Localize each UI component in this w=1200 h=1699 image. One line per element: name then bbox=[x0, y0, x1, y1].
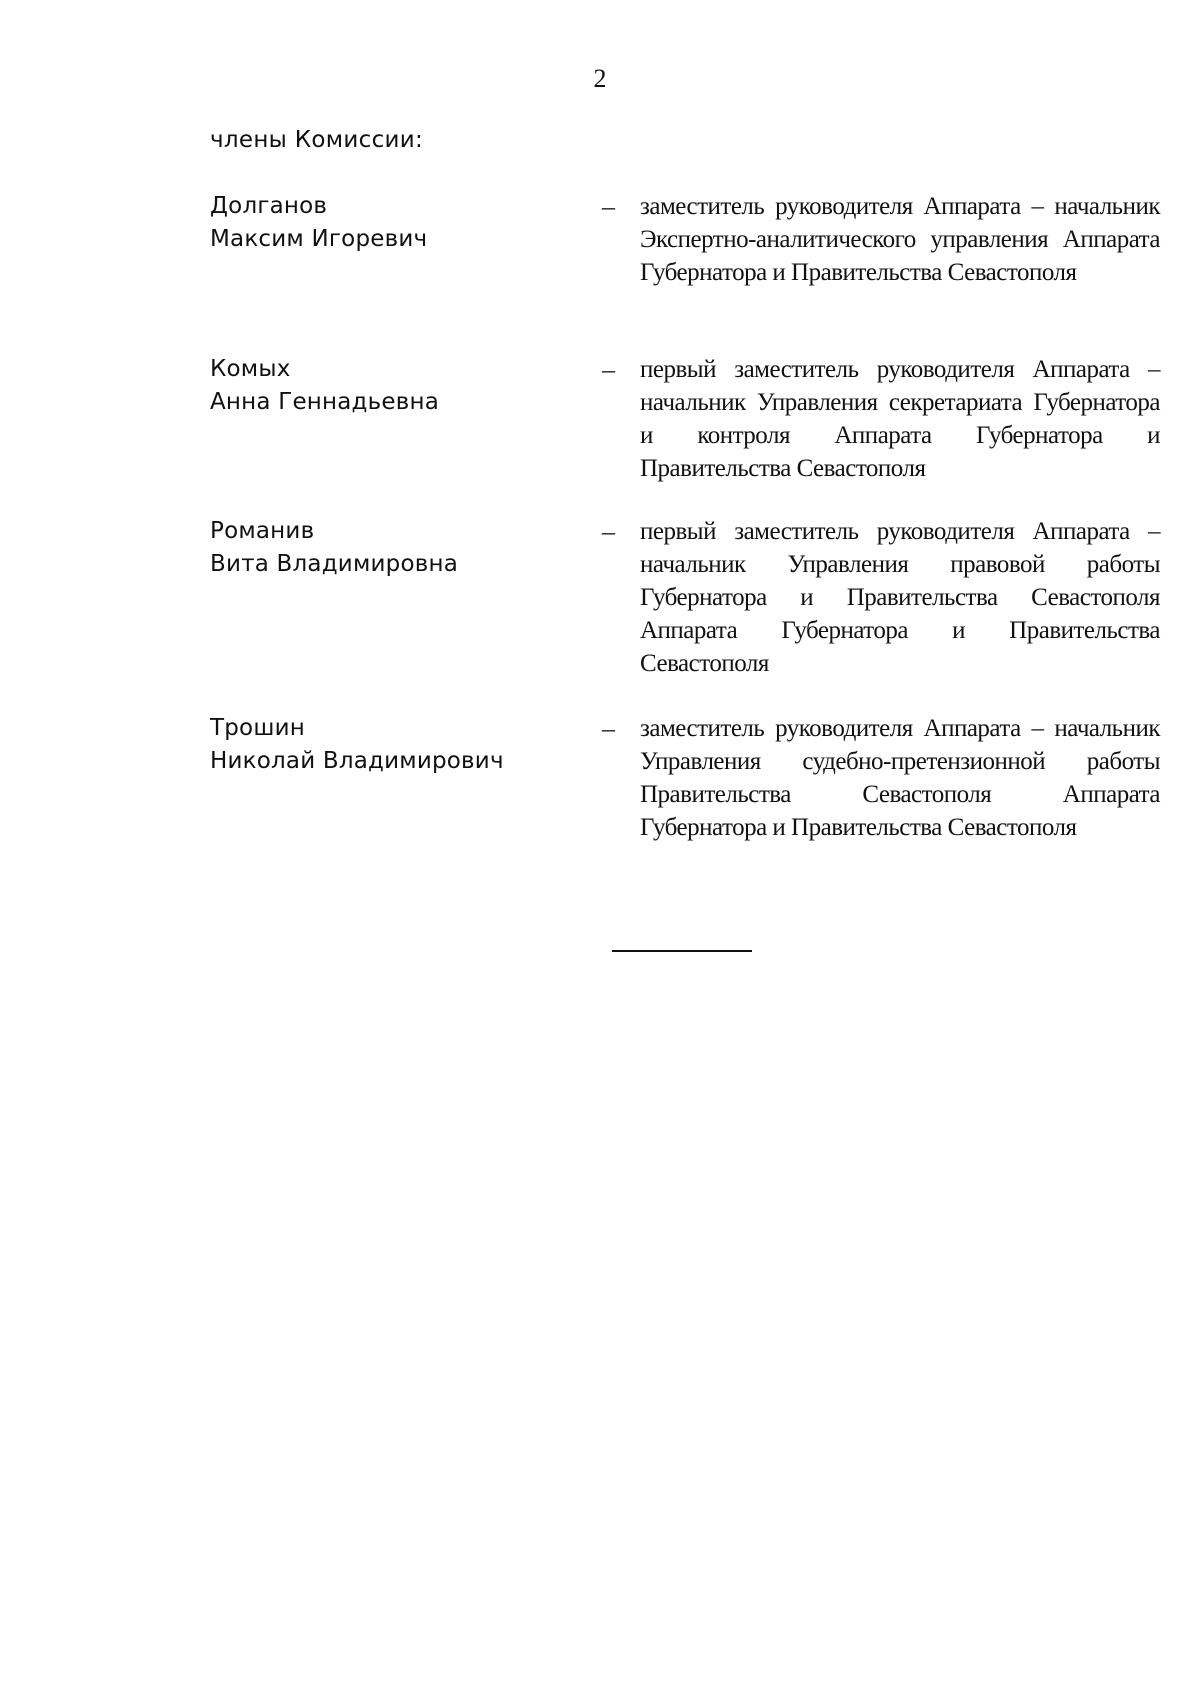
member-dash: – bbox=[602, 517, 615, 546]
member-given-names: Вита Владимировна bbox=[210, 551, 459, 577]
closing-rule-line bbox=[612, 950, 752, 952]
member-dash: – bbox=[602, 192, 615, 221]
member-position: первый заместитель руководителя Аппарата – начальник Управления правовой работы Губернатора и Правительства Севастополя Аппарата Губернатора и Правительства Севастополя bbox=[640, 518, 1160, 677]
member-name bbox=[210, 712, 580, 778]
page-number: 2 bbox=[593, 64, 607, 93]
commission-members-heading: члены Комиссии: bbox=[210, 127, 424, 153]
member-given-names: Анна Геннадьевна bbox=[210, 389, 440, 415]
member-given-names: Максим Игоревич bbox=[210, 226, 428, 252]
member-surname: Трошин bbox=[210, 715, 305, 741]
member-surname: Романив bbox=[210, 518, 315, 544]
member-given-names: Николай Владимирович bbox=[210, 748, 504, 774]
member-position: заместитель руководителя Аппарата – начальник Экспертно-аналитического управления Аппарата Губернатора и Правительства Севастополя bbox=[640, 193, 1160, 286]
member-position: первый заместитель руководителя Аппарата – начальник Управления секретариата Губернатора и контроля Аппарата Губернатора и Правительства Севастополя bbox=[640, 356, 1160, 482]
member-dash: – bbox=[602, 714, 615, 743]
member-dash: – bbox=[602, 355, 615, 384]
member-surname: Долганов bbox=[210, 193, 328, 219]
member-position: заместитель руководителя Аппарата – начальник Управления судебно-претензионной работы Правительства Севастополя Аппарата Губернатора и Правительства Севастополя bbox=[640, 715, 1160, 841]
member-name bbox=[210, 515, 580, 581]
member-name bbox=[210, 353, 580, 419]
member-name bbox=[210, 190, 580, 256]
member-surname: Комых bbox=[210, 356, 291, 382]
